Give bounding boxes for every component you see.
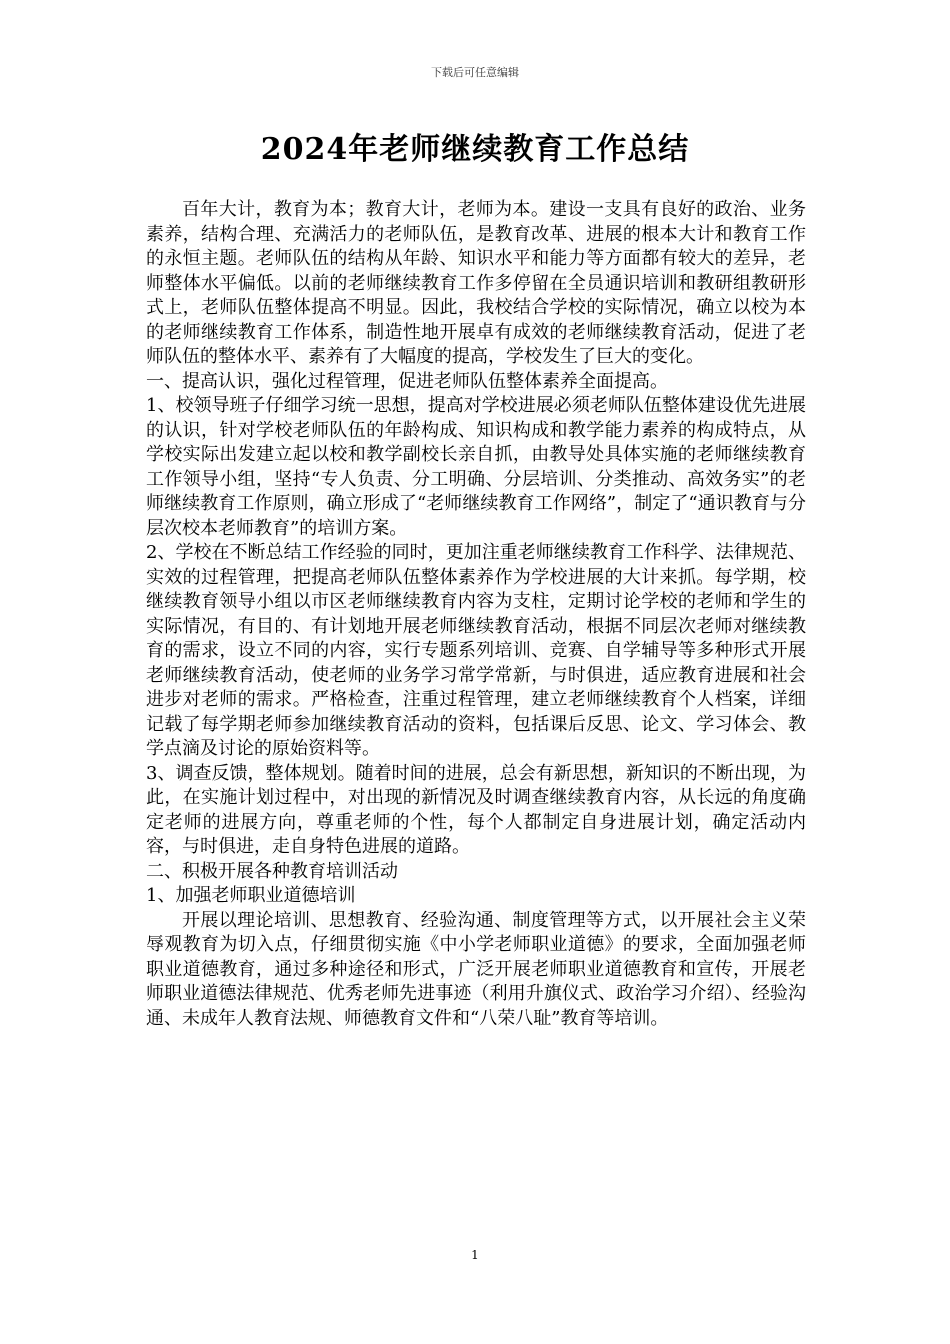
paragraph-intro: 百年大计，教育为本；教育大计，老师为本。建设一支具有良好的政治、业务素养，结构合理、充满活力的老师队伍，是教育改革、进展的根本大计和教育工作的永恒主题。老师队伍的结构从年龄、知识水平和能力等方面都有较大的差异，老师整体水平偏低。以前的老师继续教育工作多停留在全员通识培训和教研组教研形式上，老师队伍整体提高不明显。因此，我校结合学校的实际情况，确立以校为本的老师继续教育工作体系，制造性地开展卓有成效的老师继续教育活动，促进了老师队伍的整体水平、素养有了大幅度的提高，学校发生了巨大的变化。 bbox=[146, 199, 806, 367]
paragraph-item-3: 3、调查反馈，整体规划。随着时间的进展，总会有新思想，新知识的不断出现，为此，在实施计划过程中，对出现的新情况及时调查继续教育内容，从长远的角度确定老师的进展方向，尊重老师的个性，每个人都制定自身进展计划，确定活动内容，与时俱进，走自身特色进展的道路。 bbox=[146, 762, 806, 857]
document-title: 2024年老师继续教育工作总结 bbox=[260, 132, 690, 167]
document-body bbox=[146, 198, 806, 1031]
paragraph-item-2: 2、学校在不断总结工作经验的同时，更加注重老师继续教育工作科学、法律规范、实效的过程管理，把提高老师队伍整体素养作为学校进展的大计来抓。每学期，校继续教育领导小组以市区老师继续教育内容为支柱，定期讨论学校的老师和学生的实际情况，有目的、有计划地开展老师继续教育活动，根据不同层次老师对继续教育的需求，设立不同的内容，实行专题系列培训、竞赛、自学辅导等多种形式开展老师继续教育活动，使老师的业务学习常学常新，与时俱进，适应教育进展和社会进步对老师的需求。严格检查，注重过程管理，建立老师继续教育个人档案，详细记载了每学期老师参加继续教育活动的资料，包括课后反思、论文、学习体会、教学点滴及讨论的原始资料等。 bbox=[146, 542, 806, 759]
subsection-heading-1: 1、加强老师职业道德培训 bbox=[146, 885, 356, 906]
paragraph-item-1: 1、校领导班子仔细学习统一思想，提高对学校进展必须老师队伍整体建设优先进展的认识，针对学校老师队伍的年龄构成、知识构成和教学能力素养的构成特点，从学校实际出发建立起以校和教学副校长亲自抓，由教导处具体实施的老师继续教育工作领导小组，坚持“专人负责、分工明确、分层培训、分类推动、高效务实”的老师继续教育工作原则，确立形成了“老师继续教育工作网络”，制定了“通识教育与分层次校本老师教育”的培训方案。 bbox=[146, 395, 806, 539]
page-number: 1 bbox=[471, 1248, 479, 1262]
section-heading-2: 二、积极开展各种教育培训活动 bbox=[146, 860, 398, 882]
paragraph-ethics-training: 开展以理论培训、思想教育、经验沟通、制度管理等方式，以开展社会主义荣辱观教育为切入点，仔细贯彻实施《中小学老师职业道德》的要求，全面加强老师职业道德教育，通过多种途径和形式，广泛开展老师职业道德教育和宣传，开展老师职业道德法律规范、优秀老师先进事迹（利用升旗仪式、政治学习介绍）、经验沟通、未成年人教育法规、师德教育文件和“八荣八耻”教育等培训。 bbox=[146, 909, 806, 1029]
header-note: 下载后可任意编辑 bbox=[431, 66, 519, 79]
section-heading-1: 一、提高认识，强化过程管理，促进老师队伍整体素养全面提高。 bbox=[146, 370, 668, 392]
